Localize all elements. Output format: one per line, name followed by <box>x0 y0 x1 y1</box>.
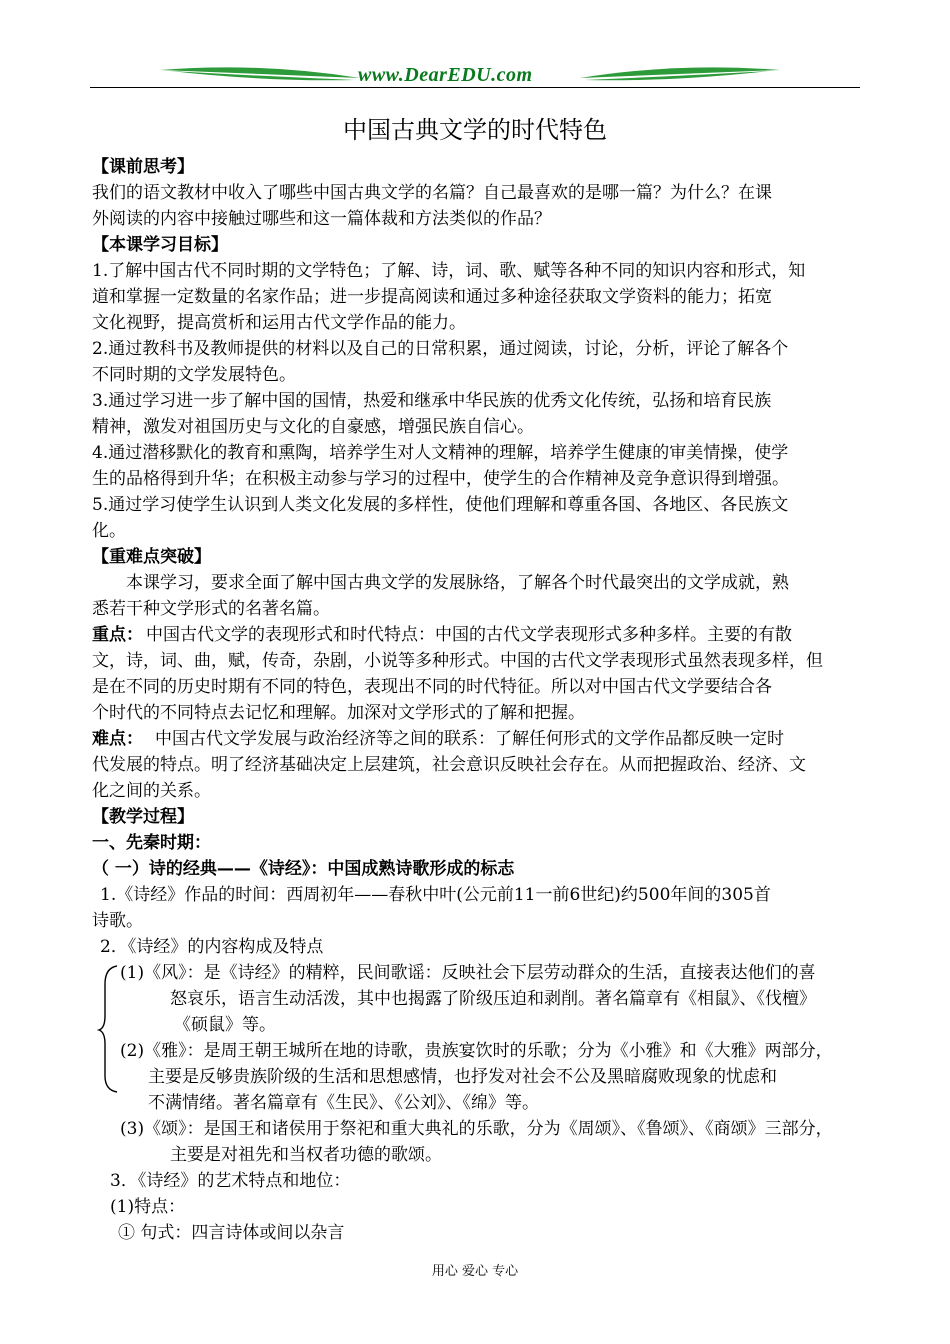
focus-line: 个时代的不同特点去记忆和理解。加深对文学形式的了解和把握。 <box>92 703 585 723</box>
focus-line: 是在不同的历史时期有不同的特色，表现出不同的时代特征。所以对中国古代文学要结合各 <box>92 677 772 697</box>
ya-line: 主要是反够贵族阶级的生活和思想感情，也抒发对社会不公及黑暗腐败现象的忧虑和 <box>148 1067 777 1087</box>
focus-label: 重点： <box>92 625 143 645</box>
curly-brace-graphic <box>97 964 119 1094</box>
paragraph-line: 外阅读的内容中接触过哪些和这一篇体裁和方法类似的作品？ <box>92 209 551 229</box>
focus-line: 文，诗，词、曲，赋，传奇，杂剧，小说等多种形式。中国的古代文学表现形式虽然表现多样，但 <box>92 651 823 671</box>
header-divider <box>90 87 860 88</box>
process-line: 1.《诗经》作品的时间：西周初年——春秋中叶(公元前11一前6世纪)约500年间的305首 <box>100 885 771 905</box>
page-title: 中国古典文学的时代特色 <box>343 116 607 144</box>
section-heading-process: 【教学过程】 <box>92 807 194 827</box>
goal-line: 生的品格得到升华；在积极主动参与学习的过程中，使学生的合作精神及竞争意识得到增强。 <box>92 469 789 489</box>
goal-line: 4.通过潜移默化的教育和熏陶，培养学生对人文精神的理解，培养学生健康的审美情操，使学 <box>92 443 789 463</box>
ya-line: (2)《雅》：是周王朝王城所在地的诗歌，贵族宴饮时的乐歌；分为《小雅》和《大雅》两部分， <box>120 1041 833 1061</box>
focus-line: 中国古代文学的表现形式和时代特点：中国的古代文学表现形式多种多样。主要的有散 <box>146 625 792 645</box>
page-footer: 用心 爱心 专心 <box>431 1264 519 1279</box>
feng-line: (1)《风》：是《诗经》的精粹，民间歌谣：反映社会下层劳动群众的生活，直接表达他们的喜 <box>120 963 816 983</box>
ya-line: 不满情绪。著名篇章有《生民》、《公刘》、《绵》等。 <box>148 1093 539 1113</box>
intro-line: 悉若干种文学形式的名著名篇。 <box>92 599 330 619</box>
goal-line: 道和掌握一定数量的名家作品；进一步提高阅读和通过多种途径获取文学资料的能力；拓宽 <box>92 287 772 307</box>
goal-line: 1.了解中国古代不同时期的文学特色；了解、诗，词、歌、赋等各种不同的知识内容和形式，知 <box>92 261 806 281</box>
process-line: ① 句式：四言诗体或间以杂言 <box>118 1223 345 1243</box>
section-heading-key-points: 【重难点突破】 <box>92 547 211 567</box>
difficulty-line: 代发展的特点。明了经济基础决定上层建筑，社会意识反映社会存在。从而把握政治、经济、文 <box>92 755 806 775</box>
feng-line: 《硕鼠》等。 <box>174 1015 276 1035</box>
song-line: (3)《颂》：是国王和诸侯用于祭祀和重大典礼的乐歌，分为《周颂》、《鲁颂》、《商颂》三部分， <box>120 1119 833 1139</box>
goal-line: 2.通过教科书及教师提供的材料以及自己的日常积累，通过阅读，讨论，分析，评论了解各个 <box>92 339 789 359</box>
process-line: 诗歌。 <box>92 911 143 931</box>
difficulty-line: 中国古代文学发展与政治经济等之间的联系：了解任何形式的文学作品都反映一定时 <box>155 729 784 749</box>
song-line: 主要是对祖先和当权者功德的歌颂。 <box>170 1145 442 1165</box>
subsection-heading: （ 一）诗的经典——《诗经》：中国成熟诗歌形成的标志 <box>92 859 515 879</box>
process-line: 3．《诗经》的艺术特点和地位： <box>110 1171 351 1191</box>
process-line: (1)特点： <box>110 1197 186 1217</box>
goal-line: 文化视野，提高赏析和运用古代文学作品的能力。 <box>92 313 466 333</box>
difficulty-line: 化之间的关系。 <box>92 781 211 801</box>
paragraph-line: 我们的语文教材中收入了哪些中国古典文学的名篇？自己最喜欢的是哪一篇？为什么？在课 <box>92 183 772 203</box>
goal-line: 3.通过学习进一步了解中国的国情，热爱和继承中华民族的优秀文化传统，弘扬和培育民族 <box>92 391 772 411</box>
goal-line: 不同时期的文学发展特色。 <box>92 365 296 385</box>
section-heading-pre-class: 【课前思考】 <box>92 157 194 177</box>
section-heading-goals: 【本课学习目标】 <box>92 235 228 255</box>
goal-line: 精神，激发对祖国历史与文化的自豪感，增强民族自信心。 <box>92 417 534 437</box>
intro-line: 本课学习，要求全面了解中国古典文学的发展脉络，了解各个时代最突出的文学成就，熟 <box>126 573 789 593</box>
goal-line: 5.通过学习使学生认识到人类文化发展的多样性，使他们理解和尊重各国、各地区、各民族文 <box>92 495 789 515</box>
site-logo-text[interactable]: www.DearEDU.com <box>358 64 533 86</box>
goal-line: 化。 <box>92 521 126 541</box>
feng-line: 怒哀乐，语言生动活泼，其中也揭露了阶级压迫和剥削。著名篇章有《相鼠》、《伐檀》 <box>170 989 816 1009</box>
difficulty-label: 难点： <box>92 729 143 749</box>
process-line: 2．《诗经》的内容构成及特点 <box>100 937 324 957</box>
period-heading: 一、先秦时期： <box>92 833 211 853</box>
